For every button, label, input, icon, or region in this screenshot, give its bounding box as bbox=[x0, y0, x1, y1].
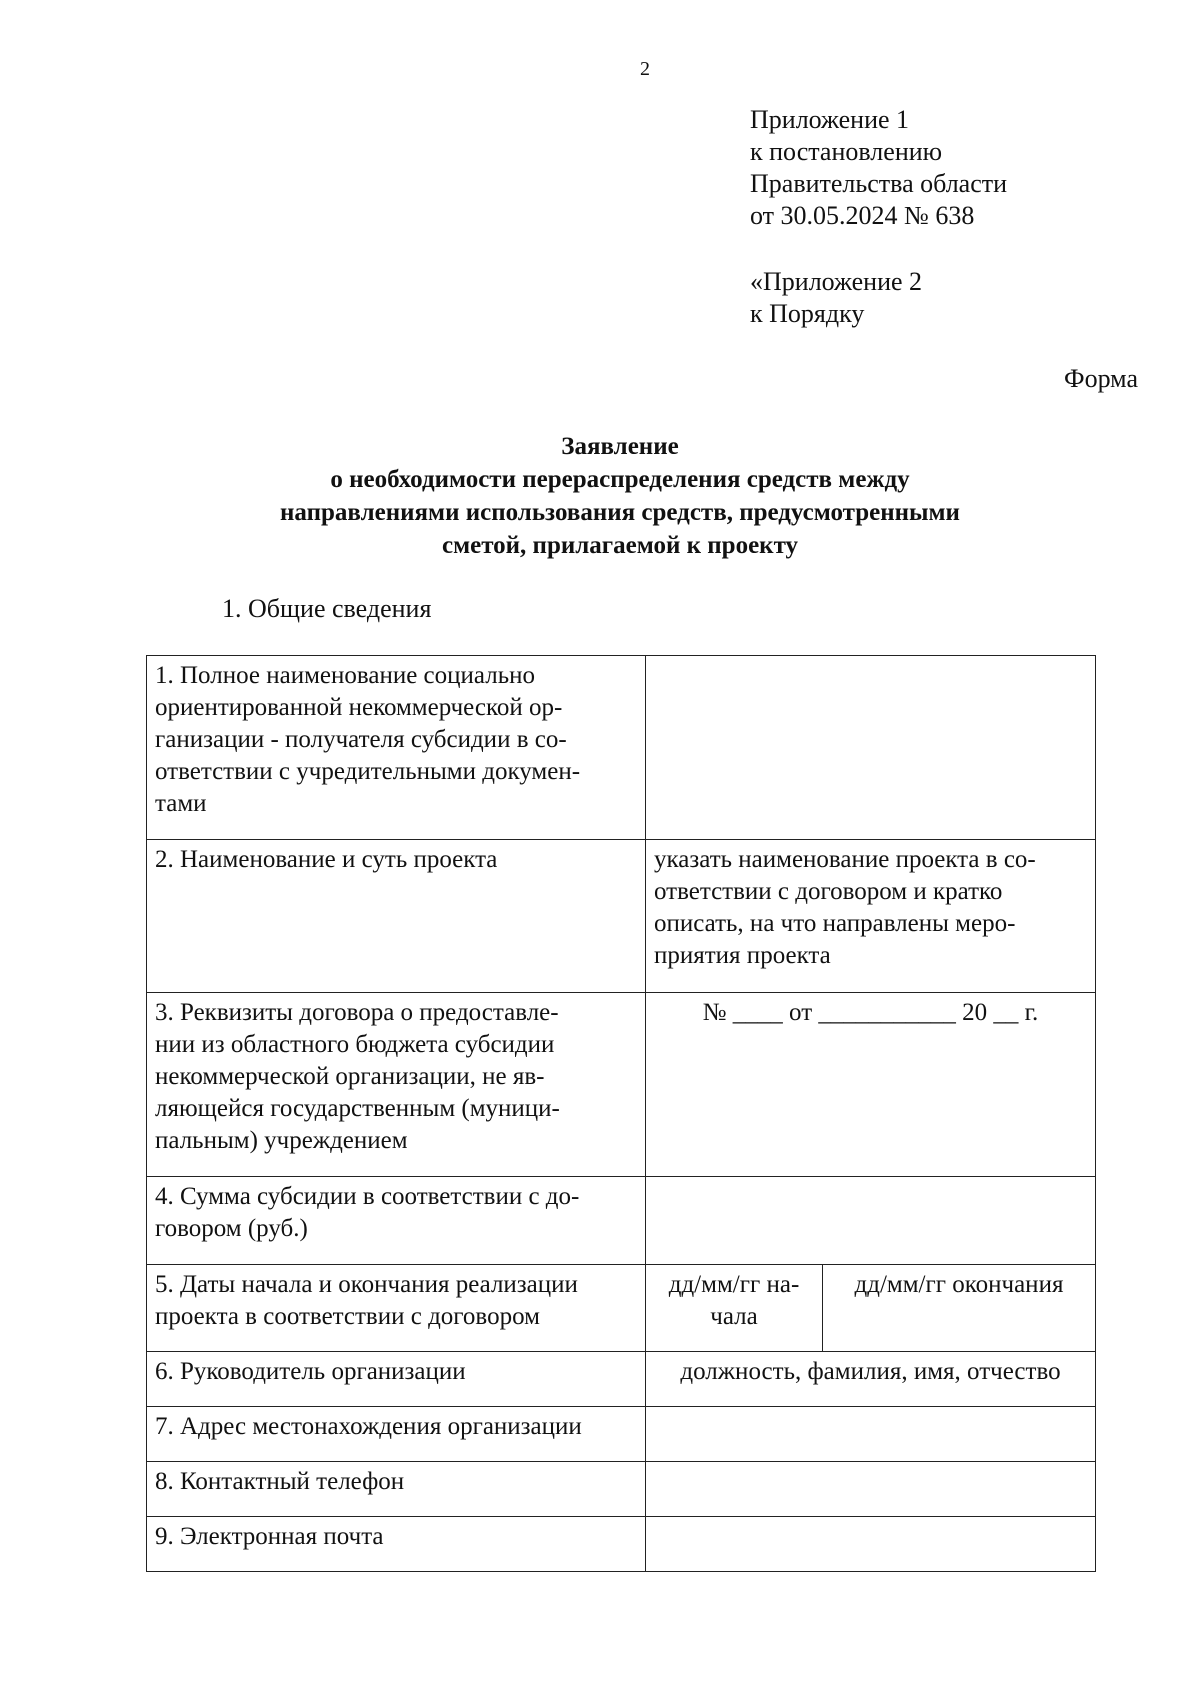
table-row bbox=[147, 656, 1096, 840]
row-value bbox=[646, 840, 1096, 993]
table-row bbox=[147, 1407, 1096, 1462]
row-label-line: тами bbox=[155, 790, 207, 817]
form-label: Форма bbox=[1064, 364, 1138, 393]
row-label: 6. Руководитель организации bbox=[147, 1352, 646, 1407]
appendix-1-block bbox=[750, 104, 1007, 232]
row-label: 9. Электронная почта bbox=[147, 1517, 646, 1572]
document-title bbox=[180, 430, 1060, 562]
row-label-line: некоммерческой организации, не яв- bbox=[155, 1063, 545, 1090]
table-row bbox=[147, 993, 1096, 1177]
row-value-line: указать наименование проекта в со- bbox=[654, 846, 1036, 873]
title-line: о необходимости перераспределения средств между bbox=[330, 466, 910, 493]
appendix-2-line: «Приложение 2 bbox=[750, 267, 923, 296]
row-label-line: ганизации - получателя субсидии в со- bbox=[155, 726, 567, 753]
row-value-line: описать, на что направлены меро- bbox=[654, 910, 1016, 937]
appendix-2-block bbox=[750, 266, 922, 330]
row-label-line: пальным) учреждением bbox=[155, 1127, 408, 1154]
row-label-line: ориентированной некоммерческой ор- bbox=[155, 694, 563, 721]
start-date-cell bbox=[646, 1265, 823, 1352]
row-label-line: проекта в соответствии с договором bbox=[155, 1303, 540, 1330]
row-value: должность, фамилия, имя, отчество bbox=[646, 1352, 1096, 1407]
row-label bbox=[147, 1177, 646, 1265]
row-label-line: ответствии с учредительными докумен- bbox=[155, 758, 581, 785]
row-value bbox=[646, 1462, 1096, 1517]
end-date-cell: дд/мм/гг окончания bbox=[823, 1265, 1096, 1352]
row-label-line: 3. Реквизиты договора о предоставле- bbox=[155, 999, 559, 1026]
appendix-2-line: к Порядку bbox=[750, 299, 865, 328]
row-label-line: 2. Наименование и суть проекта bbox=[155, 846, 498, 873]
row-label bbox=[147, 656, 646, 840]
row-label bbox=[147, 993, 646, 1177]
appendix-1-line: Правительства области bbox=[750, 169, 1008, 198]
row-label: 7. Адрес местонахождения организации bbox=[147, 1407, 646, 1462]
page-number: 2 bbox=[640, 58, 650, 80]
contract-requisites: № ____ от ___________ 20 __ г. bbox=[646, 993, 1096, 1177]
table-row bbox=[147, 1177, 1096, 1265]
table-row bbox=[147, 1352, 1096, 1407]
row-value bbox=[646, 656, 1096, 840]
general-info-table bbox=[146, 655, 1096, 1572]
title-line: направлениями использования средств, предусмотренными bbox=[280, 499, 960, 526]
row-label-line: 5. Даты начала и окончания реализации bbox=[155, 1271, 578, 1298]
row-value bbox=[646, 1177, 1096, 1265]
table-row bbox=[147, 840, 1096, 993]
appendix-1-line: от 30.05.2024 № 638 bbox=[750, 201, 975, 230]
row-value-line: ответствии с договором и кратко bbox=[654, 878, 1003, 905]
title-line: сметой, прилагаемой к проекту bbox=[441, 532, 799, 559]
row-label-line: нии из областного бюджета субсидии bbox=[155, 1031, 555, 1058]
row-label: 8. Контактный телефон bbox=[147, 1462, 646, 1517]
section-heading: 1. Общие сведения bbox=[222, 594, 432, 623]
table-row bbox=[147, 1265, 1096, 1352]
row-label-line: 4. Сумма субсидии в соответствии с до- bbox=[155, 1183, 580, 1210]
table-row bbox=[147, 1462, 1096, 1517]
row-label bbox=[147, 1265, 646, 1352]
appendix-1-line: к постановлению bbox=[750, 137, 943, 166]
row-label-line: 1. Полное наименование социально bbox=[155, 662, 535, 689]
row-label-line: ляющейся государственным (муници- bbox=[155, 1095, 560, 1122]
row-label-line: говором (руб.) bbox=[155, 1215, 308, 1242]
appendix-1-line: Приложение 1 bbox=[750, 105, 910, 134]
title-line: Заявление bbox=[561, 433, 679, 460]
start-date-line: чала bbox=[710, 1303, 758, 1330]
row-value bbox=[646, 1517, 1096, 1572]
row-value-line: приятия проекта bbox=[654, 942, 831, 969]
row-label bbox=[147, 840, 646, 993]
table-row bbox=[147, 1517, 1096, 1572]
row-value bbox=[646, 1407, 1096, 1462]
start-date-line: дд/мм/гг на- bbox=[668, 1271, 800, 1298]
